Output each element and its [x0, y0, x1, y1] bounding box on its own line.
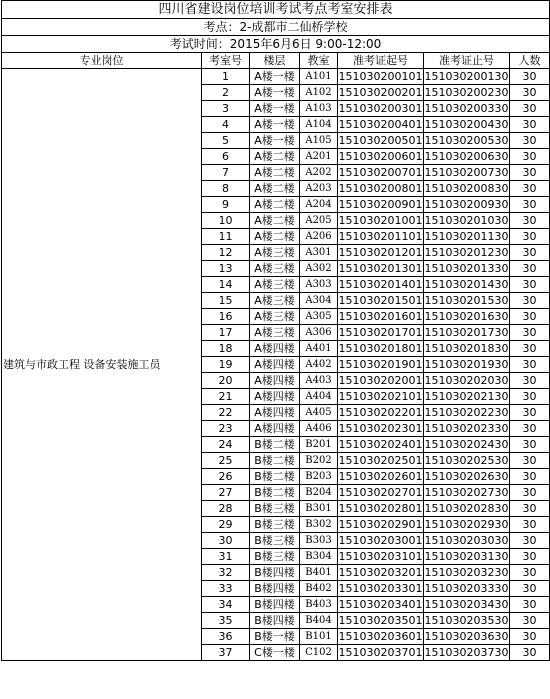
classroom-cell: B202	[300, 453, 338, 469]
floor-cell: A楼四楼	[250, 421, 300, 437]
count-cell: 30	[510, 325, 550, 341]
ticket-end-cell: 151030200330	[424, 102, 509, 115]
ticket-end-cell: 151030200230	[424, 86, 509, 99]
ticket-end-cell: 151030202430	[424, 438, 509, 451]
classroom-cell: B203	[300, 469, 338, 485]
classroom-cell: B403	[300, 597, 338, 613]
floor-cell: A楼四楼	[250, 341, 300, 357]
ticket-start-cell: 151030203701	[338, 646, 423, 659]
floor-cell: A楼三楼	[250, 261, 300, 277]
ticket-end-cell: 151030201030	[424, 214, 509, 227]
classroom-cell: B101	[300, 629, 338, 645]
room-no-cell: 17	[202, 325, 250, 341]
header-room-no: 考室号	[202, 53, 250, 69]
floor-cell: A楼二楼	[250, 197, 300, 213]
ticket-start-cell: 151030201501	[338, 294, 423, 307]
ticket-start-cell: 151030201701	[338, 326, 423, 339]
count-cell: 30	[510, 629, 550, 645]
classroom-cell: A404	[300, 389, 338, 405]
floor-cell: B楼三楼	[250, 501, 300, 517]
floor-cell: B楼四楼	[250, 597, 300, 613]
room-no-cell: 6	[202, 149, 250, 165]
count-cell: 30	[510, 85, 550, 101]
classroom-cell: A402	[300, 357, 338, 373]
header-major: 专业岗位	[2, 53, 202, 69]
ticket-end-cell: 151030200130	[424, 70, 509, 83]
floor-cell: B楼四楼	[250, 581, 300, 597]
ticket-start-cell: 151030201201	[338, 246, 423, 259]
count-cell: 30	[510, 485, 550, 501]
count-cell: 30	[510, 581, 550, 597]
room-no-cell: 25	[202, 453, 250, 469]
floor-cell: A楼二楼	[250, 213, 300, 229]
ticket-start-cell: 151030202601	[338, 470, 423, 483]
ticket-end-cell: 151030201330	[424, 262, 509, 275]
count-cell: 30	[510, 549, 550, 565]
ticket-start-cell: 151030202301	[338, 422, 423, 435]
ticket-start-cell: 151030200201	[338, 86, 423, 99]
floor-cell: B楼四楼	[250, 565, 300, 581]
ticket-end-cell: 151030202130	[424, 390, 509, 403]
ticket-start-cell: 151030202201	[338, 406, 423, 419]
ticket-start-cell: 151030201601	[338, 310, 423, 323]
room-no-cell: 5	[202, 133, 250, 149]
count-cell: 30	[510, 261, 550, 277]
header-ticket-end: 准考证止号	[424, 53, 510, 69]
ticket-end-cell: 151030203130	[424, 550, 509, 563]
ticket-start-cell: 151030200401	[338, 118, 423, 131]
classroom-cell: A206	[300, 229, 338, 245]
header-count: 人数	[510, 53, 550, 69]
room-no-cell: 34	[202, 597, 250, 613]
ticket-end-cell: 151030203630	[424, 630, 509, 643]
room-no-cell: 13	[202, 261, 250, 277]
ticket-end-cell: 151030201430	[424, 278, 509, 291]
header-row	[2, 53, 550, 69]
room-no-cell: 3	[202, 101, 250, 117]
exam-site: 考点：2-成都市二仙桥学校	[2, 19, 550, 36]
floor-cell: A楼三楼	[250, 325, 300, 341]
ticket-start-cell: 151030201101	[338, 230, 423, 243]
floor-cell: A楼一楼	[250, 101, 300, 117]
ticket-end-cell: 151030202930	[424, 518, 509, 531]
ticket-end-cell: 151030201130	[424, 230, 509, 243]
classroom-cell: A406	[300, 421, 338, 437]
floor-cell: A楼三楼	[250, 277, 300, 293]
classroom-cell: A204	[300, 197, 338, 213]
count-cell: 30	[510, 309, 550, 325]
floor-cell: A楼一楼	[250, 85, 300, 101]
ticket-start-cell: 151030201001	[338, 214, 423, 227]
room-no-cell: 23	[202, 421, 250, 437]
count-cell: 30	[510, 277, 550, 293]
ticket-start-cell: 151030202001	[338, 374, 423, 387]
count-cell: 30	[510, 149, 550, 165]
ticket-start-cell: 151030200801	[338, 182, 423, 195]
ticket-end-cell: 151030203030	[424, 534, 509, 547]
count-cell: 30	[510, 517, 550, 533]
count-cell: 30	[510, 469, 550, 485]
count-cell: 30	[510, 117, 550, 133]
ticket-start-cell: 151030200901	[338, 198, 423, 211]
ticket-start-cell: 151030203101	[338, 550, 423, 563]
ticket-start-cell: 151030201401	[338, 278, 423, 291]
ticket-start-cell: 151030201301	[338, 262, 423, 275]
ticket-start-cell: 151030201901	[338, 358, 423, 371]
ticket-end-cell: 151030203730	[424, 646, 509, 659]
classroom-cell: B301	[300, 501, 338, 517]
room-no-cell: 26	[202, 469, 250, 485]
count-cell: 30	[510, 437, 550, 453]
floor-cell: A楼一楼	[250, 69, 300, 85]
count-cell: 30	[510, 69, 550, 85]
count-cell: 30	[510, 565, 550, 581]
room-no-cell: 20	[202, 373, 250, 389]
ticket-start-cell: 151030200701	[338, 166, 423, 179]
classroom-cell: B302	[300, 517, 338, 533]
count-cell: 30	[510, 421, 550, 437]
ticket-start-cell: 151030203201	[338, 566, 423, 579]
table-title: 四川省建设岗位培训考试考点考室安排表	[2, 1, 550, 19]
count-cell: 30	[510, 645, 550, 661]
classroom-cell: A105	[300, 133, 338, 149]
major-cell: 建筑与市政工程 设备安装施工员	[2, 69, 202, 661]
floor-cell: B楼二楼	[250, 437, 300, 453]
table-row	[2, 69, 550, 85]
room-no-cell: 37	[202, 645, 250, 661]
count-cell: 30	[510, 357, 550, 373]
classroom-cell: A201	[300, 149, 338, 165]
count-cell: 30	[510, 133, 550, 149]
ticket-start-cell: 151030202101	[338, 390, 423, 403]
exam-schedule-table	[1, 0, 550, 661]
floor-cell: B楼三楼	[250, 549, 300, 565]
ticket-end-cell: 151030202530	[424, 454, 509, 467]
classroom-cell: B402	[300, 581, 338, 597]
room-no-cell: 8	[202, 181, 250, 197]
room-no-cell: 24	[202, 437, 250, 453]
room-no-cell: 1	[202, 69, 250, 85]
ticket-end-cell: 151030202830	[424, 502, 509, 515]
classroom-cell: A301	[300, 245, 338, 261]
classroom-cell: A101	[300, 69, 338, 85]
ticket-end-cell: 151030203530	[424, 614, 509, 627]
ticket-end-cell: 151030200930	[424, 198, 509, 211]
ticket-end-cell: 151030200530	[424, 134, 509, 147]
header-classroom: 教室	[300, 53, 338, 69]
floor-cell: B楼二楼	[250, 453, 300, 469]
floor-cell: C楼一楼	[250, 645, 300, 661]
ticket-end-cell: 151030203230	[424, 566, 509, 579]
ticket-end-cell: 151030202330	[424, 422, 509, 435]
floor-cell: A楼四楼	[250, 357, 300, 373]
room-no-cell: 30	[202, 533, 250, 549]
floor-cell: B楼二楼	[250, 485, 300, 501]
ticket-end-cell: 151030202230	[424, 406, 509, 419]
room-no-cell: 36	[202, 629, 250, 645]
floor-cell: A楼四楼	[250, 405, 300, 421]
floor-cell: A楼三楼	[250, 293, 300, 309]
classroom-cell: B304	[300, 549, 338, 565]
ticket-start-cell: 151030203501	[338, 614, 423, 627]
count-cell: 30	[510, 341, 550, 357]
ticket-end-cell: 151030200430	[424, 118, 509, 131]
count-cell: 30	[510, 101, 550, 117]
ticket-start-cell: 151030200601	[338, 150, 423, 163]
classroom-cell: A305	[300, 309, 338, 325]
floor-cell: A楼三楼	[250, 245, 300, 261]
room-no-cell: 10	[202, 213, 250, 229]
room-no-cell: 12	[202, 245, 250, 261]
room-no-cell: 16	[202, 309, 250, 325]
floor-cell: A楼二楼	[250, 165, 300, 181]
classroom-cell: A103	[300, 101, 338, 117]
ticket-start-cell: 151030203301	[338, 582, 423, 595]
classroom-cell: A102	[300, 85, 338, 101]
floor-cell: B楼三楼	[250, 517, 300, 533]
room-no-cell: 28	[202, 501, 250, 517]
count-cell: 30	[510, 453, 550, 469]
count-cell: 30	[510, 613, 550, 629]
ticket-start-cell: 151030203401	[338, 598, 423, 611]
ticket-start-cell: 151030203001	[338, 534, 423, 547]
floor-cell: A楼一楼	[250, 133, 300, 149]
ticket-end-cell: 151030201530	[424, 294, 509, 307]
classroom-cell: B404	[300, 613, 338, 629]
ticket-end-cell: 151030200730	[424, 166, 509, 179]
ticket-start-cell: 151030200101	[338, 70, 423, 83]
floor-cell: B楼三楼	[250, 533, 300, 549]
ticket-end-cell: 151030201230	[424, 246, 509, 259]
ticket-end-cell: 151030202630	[424, 470, 509, 483]
classroom-cell: A405	[300, 405, 338, 421]
floor-cell: A楼四楼	[250, 373, 300, 389]
floor-cell: A楼一楼	[250, 117, 300, 133]
count-cell: 30	[510, 389, 550, 405]
classroom-cell: B303	[300, 533, 338, 549]
room-no-cell: 32	[202, 565, 250, 581]
header-ticket-start: 准考证起号	[338, 53, 424, 69]
room-no-cell: 7	[202, 165, 250, 181]
ticket-start-cell: 151030202801	[338, 502, 423, 515]
ticket-start-cell: 151030202701	[338, 486, 423, 499]
classroom-cell: C102	[300, 645, 338, 661]
room-no-cell: 21	[202, 389, 250, 405]
room-no-cell: 14	[202, 277, 250, 293]
count-cell: 30	[510, 197, 550, 213]
ticket-end-cell: 151030202030	[424, 374, 509, 387]
classroom-cell: A205	[300, 213, 338, 229]
ticket-end-cell: 151030203430	[424, 598, 509, 611]
count-cell: 30	[510, 533, 550, 549]
ticket-end-cell: 151030200630	[424, 150, 509, 163]
room-no-cell: 11	[202, 229, 250, 245]
room-no-cell: 31	[202, 549, 250, 565]
ticket-start-cell: 151030200501	[338, 134, 423, 147]
count-cell: 30	[510, 229, 550, 245]
classroom-cell: A104	[300, 117, 338, 133]
ticket-end-cell: 151030201930	[424, 358, 509, 371]
ticket-start-cell: 151030201801	[338, 342, 423, 355]
ticket-end-cell: 151030203330	[424, 582, 509, 595]
count-cell: 30	[510, 245, 550, 261]
classroom-cell: B401	[300, 565, 338, 581]
floor-cell: B楼四楼	[250, 613, 300, 629]
header-floor: 楼层	[250, 53, 300, 69]
classroom-cell: A403	[300, 373, 338, 389]
floor-cell: A楼二楼	[250, 229, 300, 245]
floor-cell: B楼一楼	[250, 629, 300, 645]
ticket-end-cell: 151030200830	[424, 182, 509, 195]
room-no-cell: 9	[202, 197, 250, 213]
classroom-cell: A304	[300, 293, 338, 309]
exam-time: 考试时间：2015年6月6日 9:00-12:00	[2, 36, 550, 53]
room-no-cell: 4	[202, 117, 250, 133]
ticket-start-cell: 151030202401	[338, 438, 423, 451]
floor-cell: A楼四楼	[250, 389, 300, 405]
ticket-start-cell: 151030202501	[338, 454, 423, 467]
classroom-cell: B204	[300, 485, 338, 501]
count-cell: 30	[510, 213, 550, 229]
count-cell: 30	[510, 405, 550, 421]
room-no-cell: 27	[202, 485, 250, 501]
room-no-cell: 18	[202, 341, 250, 357]
room-no-cell: 33	[202, 581, 250, 597]
classroom-cell: A203	[300, 181, 338, 197]
ticket-end-cell: 151030201730	[424, 326, 509, 339]
floor-cell: A楼三楼	[250, 309, 300, 325]
count-cell: 30	[510, 597, 550, 613]
ticket-start-cell: 151030200301	[338, 102, 423, 115]
floor-cell: A楼二楼	[250, 149, 300, 165]
ticket-end-cell: 151030202730	[424, 486, 509, 499]
room-no-cell: 15	[202, 293, 250, 309]
classroom-cell: A303	[300, 277, 338, 293]
room-no-cell: 2	[202, 85, 250, 101]
classroom-cell: A202	[300, 165, 338, 181]
count-cell: 30	[510, 293, 550, 309]
ticket-start-cell: 151030203601	[338, 630, 423, 643]
count-cell: 30	[510, 501, 550, 517]
room-no-cell: 22	[202, 405, 250, 421]
count-cell: 30	[510, 165, 550, 181]
room-no-cell: 29	[202, 517, 250, 533]
classroom-cell: B201	[300, 437, 338, 453]
classroom-cell: A401	[300, 341, 338, 357]
classroom-cell: A306	[300, 325, 338, 341]
ticket-end-cell: 151030201630	[424, 310, 509, 323]
ticket-start-cell: 151030202901	[338, 518, 423, 531]
room-no-cell: 35	[202, 613, 250, 629]
floor-cell: B楼二楼	[250, 469, 300, 485]
room-no-cell: 19	[202, 357, 250, 373]
ticket-end-cell: 151030201830	[424, 342, 509, 355]
classroom-cell: A302	[300, 261, 338, 277]
count-cell: 30	[510, 373, 550, 389]
floor-cell: A楼二楼	[250, 181, 300, 197]
count-cell: 30	[510, 181, 550, 197]
